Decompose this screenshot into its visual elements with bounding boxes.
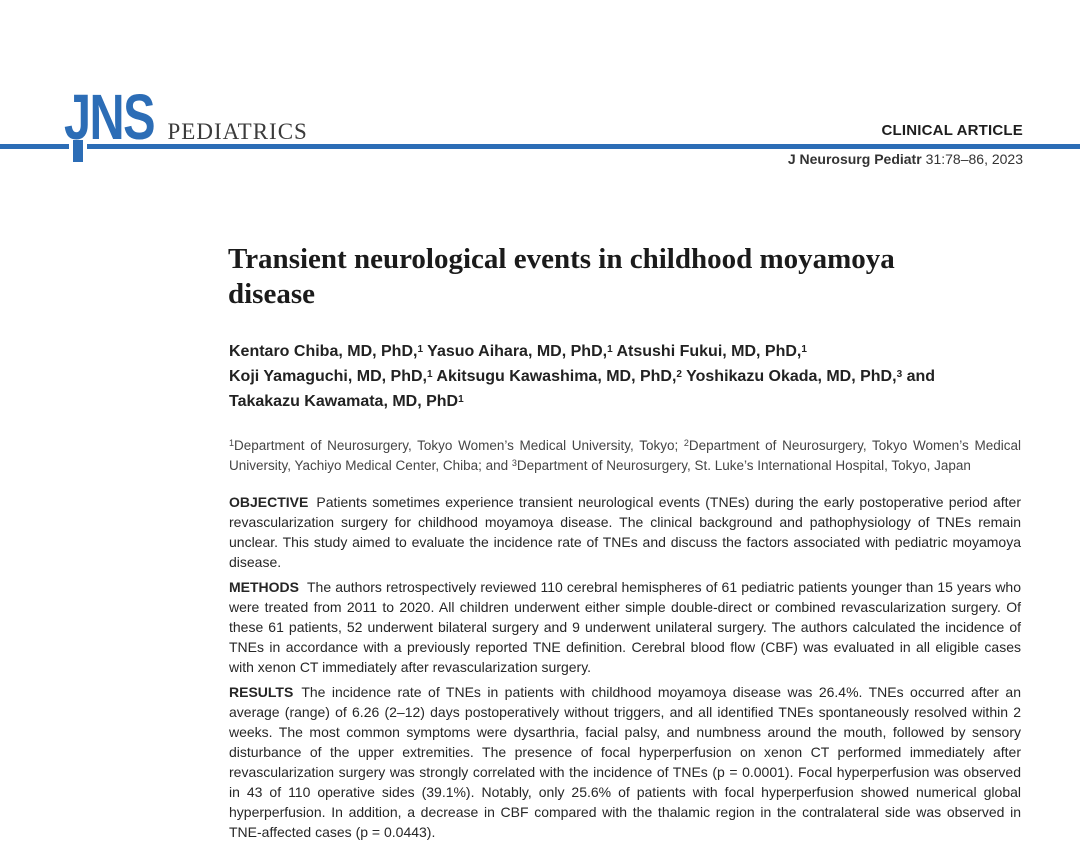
abstract-paragraph xyxy=(229,577,1021,677)
logo-jns-text: JNS xyxy=(64,81,155,153)
abstract-section-label: OBJECTIVE xyxy=(229,494,309,510)
author-affiliation-superscript: 1 xyxy=(458,393,464,405)
affiliation-number-superscript: 2 xyxy=(683,438,689,449)
affiliations: $^1$Department of Neurosurgery, Tokyo Women’s Medical University, Tokyo; $^2$Department of Neurosurgery, Tokyo Women’s Medical University, Yachiyo Medical Center, Chiba; and $^3$Department of Neurosurgery, St. Luke’s International Hospital, Tokyo, Japan xyxy=(229,438,1021,473)
journal-logo xyxy=(64,81,308,167)
abstract-section-label: RESULTS xyxy=(229,684,294,700)
abstract-paragraph xyxy=(229,492,1021,572)
citation-journal-name: J Neurosurg Pediatr xyxy=(787,151,922,167)
affiliation-number-superscript: 1 xyxy=(229,438,235,449)
article-type-label: CLINICAL ARTICLE xyxy=(881,122,1023,139)
author-affiliation-superscript: 1 xyxy=(426,368,433,380)
abstract-section-text: Patients sometimes experience transient neurological events (TNEs) during the early postoperative period after revascularization surgery for childhood moyamoya disease. The clinical background and pathophysiology of TNEs remain unclear. This study aimed to evaluate the incidence rate of TNEs and discuss the factors associated with pediatric moyamoya disease. xyxy=(229,494,1021,570)
abstract-section-label: METHODS xyxy=(229,579,299,595)
article-title: Transient neurological events in childhood moyamoya disease xyxy=(228,243,895,310)
journal-citation xyxy=(788,151,1023,167)
citation-issue: 31:78–86, 2023 xyxy=(925,151,1023,167)
author-affiliation-superscript: 3 xyxy=(896,368,903,380)
abstract-section-text: The authors retrospectively reviewed 110 cerebral hemispheres of 61 pediatric patients younger than 15 years who were treated from 2011 to 2020. All children underwent either simple double-direct or combined revascularization surgery. Of these 61 patients, 52 underwent bilateral surgery and 9 underwent unilateral surgery. The authors calculated the incidence of TNEs in accordance with a previously reported TNE definition. Cerebral blood flow (CBF) was evaluated in all eligible cases with xenon CT immediately after revascularization surgery. xyxy=(229,579,1021,675)
abstract-section-text: The incidence rate of TNEs in patients with childhood moyamoya disease was 26.4%. TNEs occurred after an average (range) of 6.26 (2–12) days postoperatively without triggers, and all identified TNEs spontaneously resolved within 2 weeks. The most common symptoms were dysarthria, facial palsy, and numbness around the mouth, followed by sensory disturbance of the upper extremities. The presence of focal hyperperfusion on xenon CT performed immediately after revascularization surgery was strongly correlated with the incidence of TNEs (p = 0.0001). Focal hyperperfusion was observed in 43 of 110 operative sides (39.1%). Notably, only 25.6% of patients with focal hyperperfusion showed numerical global hyperperfusion. In addition, a decrease in CBF compared with the thalamic region in the contralateral side was observed in TNE-affected cases (p = 0.0443). xyxy=(229,684,1021,840)
abstract-paragraph xyxy=(229,682,1021,842)
affiliation-number-superscript: 3 xyxy=(511,458,517,469)
author-list xyxy=(229,339,1021,414)
author-affiliation-superscript: 1 xyxy=(417,343,424,355)
logo-pediatrics-text: PEDIATRICS xyxy=(167,119,308,144)
abstract xyxy=(229,492,1021,847)
author-affiliation-superscript: 2 xyxy=(676,368,682,380)
author-line: Takakazu Kawamata, MD, PhD$^1$ xyxy=(229,393,464,410)
author-affiliation-superscript: 1 xyxy=(607,343,613,355)
author-line: Kentaro Chiba, MD, PhD,$^1$ Yasuo Aihara, MD, PhD,$^1$ Atsushi Fukui, MD, PhD,$^1$ xyxy=(229,343,807,360)
author-line: Koji Yamaguchi, MD, PhD,$^1$ Akitsugu Kawashima, MD, PhD,$^2$ Yoshikazu Okada, MD, PhD,$^3$ and xyxy=(229,368,936,385)
author-affiliation-superscript: 1 xyxy=(801,343,807,355)
